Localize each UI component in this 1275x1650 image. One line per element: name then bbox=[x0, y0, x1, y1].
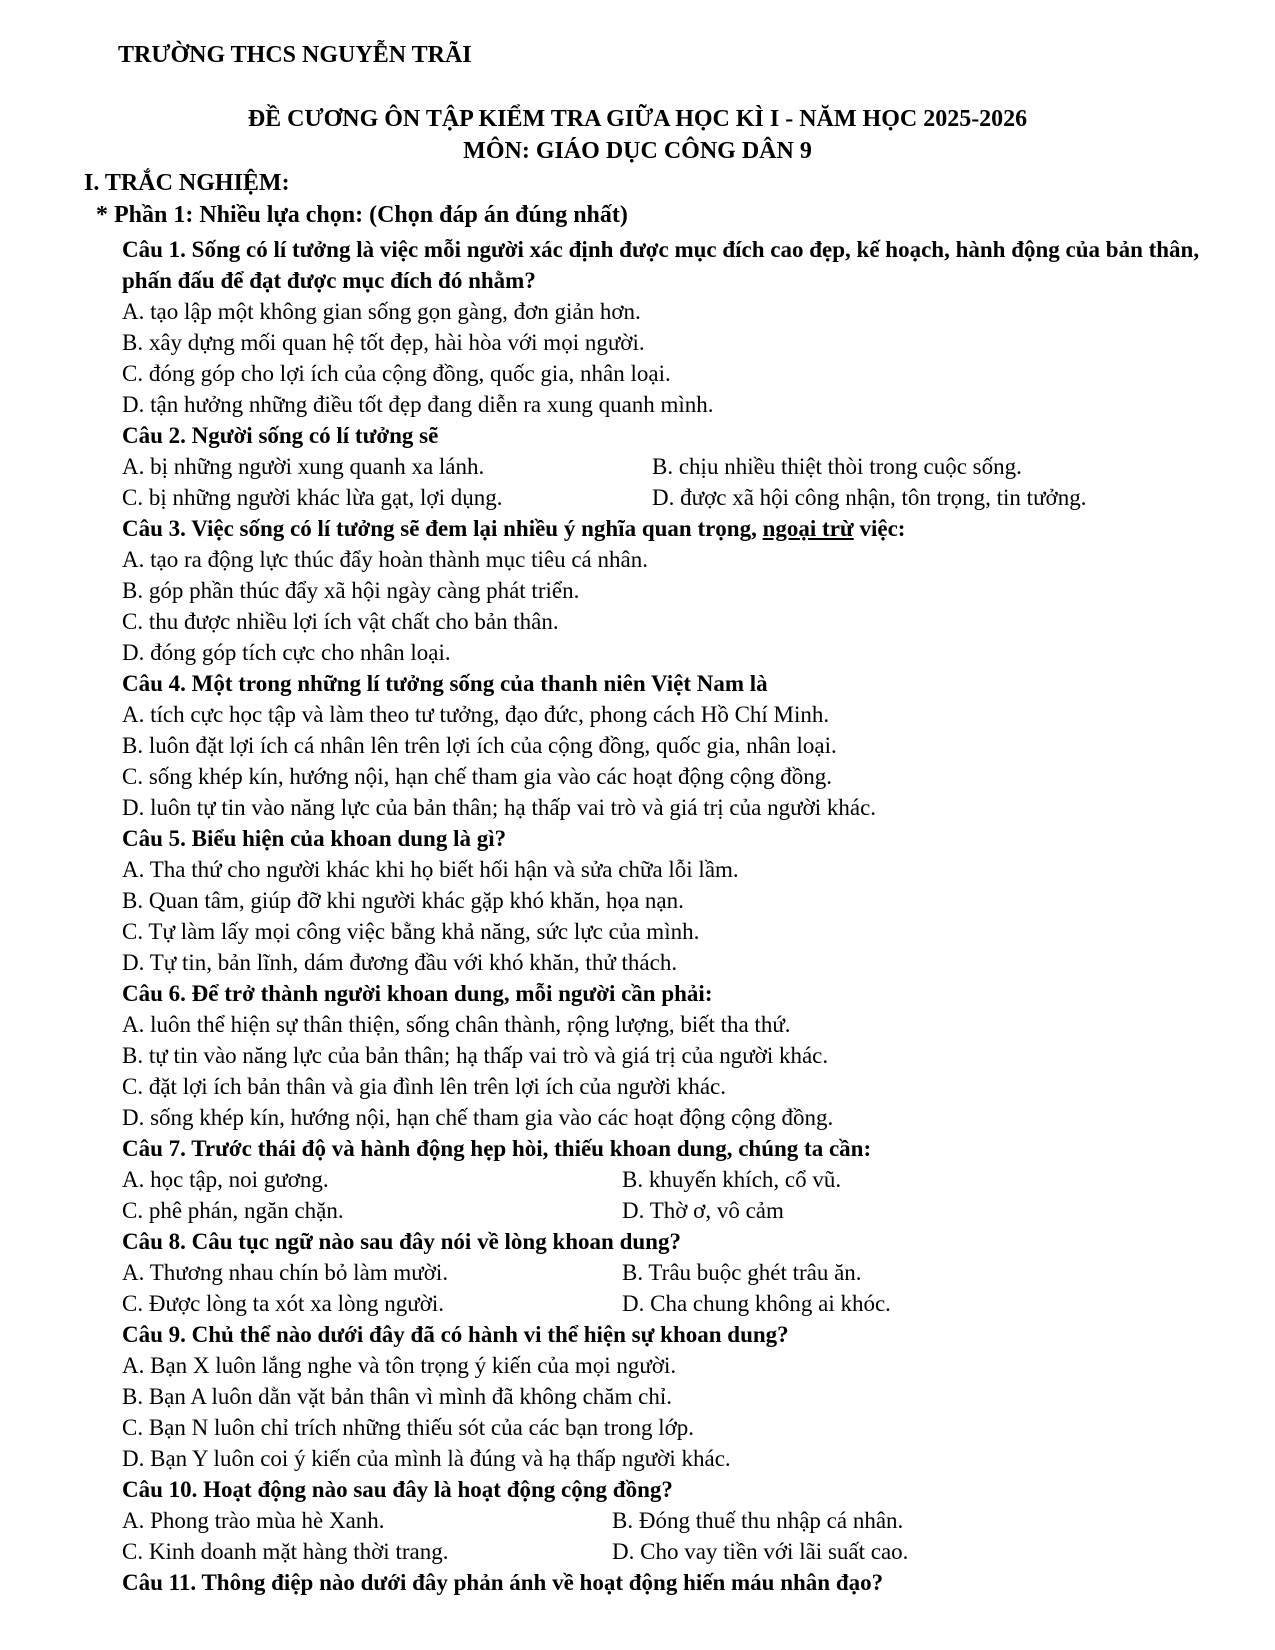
q9-option-a: A. Bạn X luôn lắng nghe và tôn trọng ý kiến của mọi người. bbox=[122, 1353, 677, 1378]
question-1: Câu 1. Sống có lí tưởng là việc mỗi người xác định được mục đích cao đẹp, kế hoạch, hành động của bản thân, phấn đấu để đạt được mục đích đó nhằm? bbox=[122, 237, 1200, 293]
q10-option-d: D. Cho vay tiền với lãi suất cao. bbox=[612, 1539, 909, 1564]
q2-option-c: C. bị những người khác lừa gạt, lợi dụng. bbox=[122, 485, 503, 510]
q7-row-ab bbox=[122, 1164, 1237, 1195]
question-6: Câu 6. Để trở thành người khoan dung, mỗi người cần phải: bbox=[122, 981, 713, 1006]
q3-text-end: việc: bbox=[853, 516, 906, 541]
q4-option-a: A. tích cực học tập và làm theo tư tưởng, đạo đức, phong cách Hồ Chí Minh. bbox=[122, 702, 830, 727]
q7-option-c: C. phê phán, ngăn chặn. bbox=[122, 1198, 344, 1223]
q5-option-b: B. Quan tâm, giúp đỡ khi người khác gặp khó khăn, họa nạn. bbox=[122, 888, 684, 913]
q1-option-a: A. tạo lập một không gian sống gọn gàng, đơn giản hơn. bbox=[122, 299, 641, 324]
question-list bbox=[122, 234, 1237, 1598]
question-4: Câu 4. Một trong những lí tưởng sống của thanh niên Việt Nam là bbox=[122, 671, 768, 696]
q8-row-ab bbox=[122, 1257, 1237, 1288]
q8-row-cd bbox=[122, 1288, 1237, 1319]
question-7: Câu 7. Trước thái độ và hành động hẹp hòi, thiếu khoan dung, chúng ta cần: bbox=[122, 1136, 872, 1161]
q10-option-a: A. Phong trào mùa hè Xanh. bbox=[122, 1508, 385, 1533]
question-2: Câu 2. Người sống có lí tưởng sẽ bbox=[122, 423, 439, 448]
q5-option-c: C. Tự làm lấy mọi công việc bằng khả năng, sức lực của mình. bbox=[122, 919, 700, 944]
q6-option-c: C. đặt lợi ích bản thân và gia đình lên trên lợi ích của người khác. bbox=[122, 1074, 726, 1099]
q1-option-b: B. xây dựng mối quan hệ tốt đẹp, hài hòa với mọi người. bbox=[122, 330, 645, 355]
q6-option-b: B. tự tin vào năng lực của bản thân; hạ thấp vai trò và giá trị của người khác. bbox=[122, 1043, 829, 1068]
q5-option-d: D. Tự tin, bản lĩnh, dám đương đầu với khó khăn, thử thách. bbox=[122, 950, 678, 975]
q4-option-d: D. luôn tự tin vào năng lực của bản thân; hạ thấp vai trò và giá trị của người khác. bbox=[122, 795, 877, 820]
question-5: Câu 5. Biểu hiện của khoan dung là gì? bbox=[122, 826, 507, 851]
q4-option-b: B. luôn đặt lợi ích cá nhân lên trên lợi ích của cộng đồng, quốc gia, nhân loại. bbox=[122, 733, 837, 758]
subject-title: MÔN: GIÁO DỤC CÔNG DÂN 9 bbox=[463, 138, 812, 164]
q7-option-a: A. học tập, noi gương. bbox=[122, 1167, 329, 1192]
q8-option-c: C. Được lòng ta xót xa lòng người. bbox=[122, 1291, 445, 1316]
section-heading: I. TRẮC NGHIỆM: bbox=[84, 170, 290, 196]
q10-row-ab bbox=[122, 1505, 1237, 1536]
part-heading: * Phần 1: Nhiều lựa chọn: (Chọn đáp án đúng nhất) bbox=[96, 202, 628, 228]
q6-option-a: A. luôn thể hiện sự thân thiện, sống chân thành, rộng lượng, biết tha thứ. bbox=[122, 1012, 791, 1037]
question-9: Câu 9. Chủ thể nào dưới đây đã có hành vi thể hiện sự khoan dung? bbox=[122, 1322, 789, 1347]
q3-text-start: Câu 3. Việc sống có lí tưởng sẽ đem lại nhiều ý nghĩa quan trọng, bbox=[122, 516, 763, 541]
q8-option-b: B. Trâu buộc ghét trâu ăn. bbox=[622, 1260, 862, 1285]
school-name: TRƯỜNG THCS NGUYỄN TRÃI bbox=[118, 42, 472, 68]
q1-option-c: C. đóng góp cho lợi ích của cộng đồng, quốc gia, nhân loại. bbox=[122, 361, 671, 386]
q7-option-d: D. Thờ ơ, vô cảm bbox=[622, 1198, 784, 1223]
q9-option-d: D. Bạn Y luôn coi ý kiến của mình là đúng và hạ thấp người khác. bbox=[122, 1446, 731, 1471]
q9-option-b: B. Bạn A luôn dằn vặt bản thân vì mình đã không chăm chỉ. bbox=[122, 1384, 673, 1409]
q3-option-b: B. góp phần thúc đẩy xã hội ngày càng phát triển. bbox=[122, 578, 580, 603]
q3-option-a: A. tạo ra động lực thúc đẩy hoàn thành mục tiêu cá nhân. bbox=[122, 547, 648, 572]
q8-option-a: A. Thương nhau chín bỏ làm mười. bbox=[122, 1260, 449, 1285]
question-8: Câu 8. Câu tục ngữ nào sau đây nói về lòng khoan dung? bbox=[122, 1229, 681, 1254]
document-title: ĐỀ CƯƠNG ÔN TẬP KIỂM TRA GIỮA HỌC KÌ I - NĂM HỌC 2025-2026 bbox=[247, 106, 1028, 132]
q2-option-d: D. được xã hội công nhận, tôn trọng, tin tưởng. bbox=[652, 485, 1087, 510]
q5-option-a: A. Tha thứ cho người khác khi họ biết hối hận và sửa chữa lỗi lầm. bbox=[122, 857, 739, 882]
q10-row-cd bbox=[122, 1536, 1237, 1567]
question-3 bbox=[122, 513, 1237, 544]
q2-option-b: B. chịu nhiều thiệt thòi trong cuộc sống. bbox=[652, 454, 1022, 479]
q2-row-ab bbox=[122, 451, 1237, 482]
q8-option-d: D. Cha chung không ai khóc. bbox=[622, 1291, 891, 1316]
q3-option-d: D. đóng góp tích cực cho nhân loại. bbox=[122, 640, 451, 665]
q7-row-cd bbox=[122, 1195, 1237, 1226]
q4-option-c: C. sống khép kín, hướng nội, hạn chế tham gia vào các hoạt động cộng đồng. bbox=[122, 764, 833, 789]
q2-row-cd bbox=[122, 482, 1237, 513]
q6-option-d: D. sống khép kín, hướng nội, hạn chế tham gia vào các hoạt động cộng đồng. bbox=[122, 1105, 834, 1130]
q2-option-a: A. bị những người xung quanh xa lánh. bbox=[122, 454, 485, 479]
q1-option-d: D. tận hưởng những điều tốt đẹp đang diễn ra xung quanh mình. bbox=[122, 392, 714, 417]
question-10: Câu 10. Hoạt động nào sau đây là hoạt động cộng đồng? bbox=[122, 1477, 673, 1502]
q10-option-c: C. Kinh doanh mặt hàng thời trang. bbox=[122, 1539, 449, 1564]
question-11: Câu 11. Thông điệp nào dưới đây phản ánh về hoạt động hiến máu nhân đạo? bbox=[122, 1570, 884, 1595]
q9-option-c: C. Bạn N luôn chỉ trích những thiếu sót của các bạn trong lớp. bbox=[122, 1415, 695, 1440]
q7-option-b: B. khuyến khích, cổ vũ. bbox=[622, 1167, 842, 1192]
q3-option-c: C. thu được nhiều lợi ích vật chất cho bản thân. bbox=[122, 609, 559, 634]
q10-option-b: B. Đóng thuế thu nhập cá nhân. bbox=[612, 1508, 904, 1533]
q3-text-underlined: ngoại trừ bbox=[762, 516, 854, 541]
